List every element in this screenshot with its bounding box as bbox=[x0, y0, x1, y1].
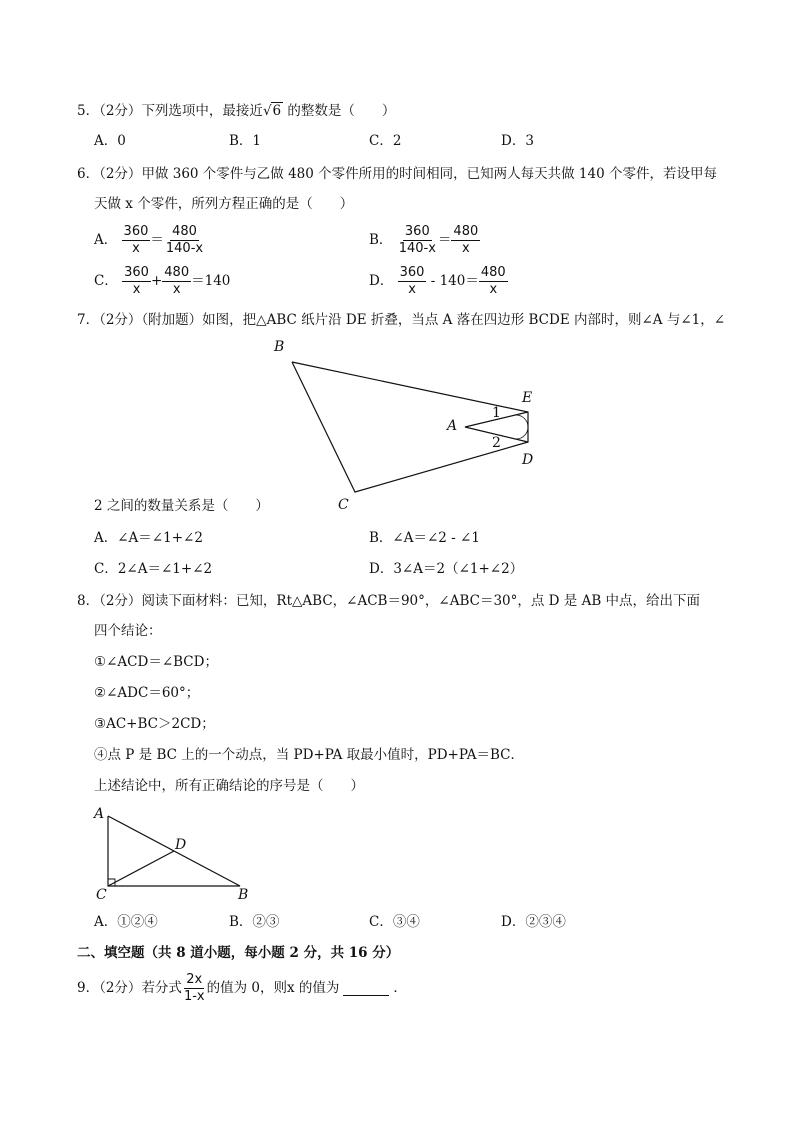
q5-text-end: 的整数是（ ） bbox=[283, 103, 396, 119]
q9-text: 若分式 bbox=[141, 980, 182, 996]
sqrt-sign: √ bbox=[262, 103, 272, 119]
fraction: $\frac{360}{x}$ bbox=[124, 265, 149, 297]
triangle-bcde-outline bbox=[292, 362, 528, 492]
question-9: 9．（2分）若分式 $\frac{2x}{1-x}$ 的值为 0，则x 的值为 ． bbox=[77, 972, 407, 1004]
label-c: C bbox=[96, 887, 107, 903]
q6-option-b: B． $\frac{360}{140-x}$ ＝ $\frac{480}{x}$ bbox=[369, 224, 479, 256]
q7-option-c: C．2∠A＝∠1+∠2 bbox=[94, 561, 213, 577]
fraction: $\frac{2x}{1-x}$ bbox=[183, 972, 205, 1004]
q5-option-a: A．0 bbox=[94, 133, 126, 149]
q5-option-c: C．2 bbox=[369, 133, 402, 149]
q7-points: （2分） bbox=[99, 312, 142, 328]
q8-text-line1: 阅读下面材料：已知，Rt△ABC，∠ACB＝90°，∠ABC＝30°，点 D 是 AB 中点，给出下面 bbox=[141, 593, 701, 609]
answer-blank[interactable] bbox=[343, 981, 389, 996]
q7-number: 7． bbox=[77, 312, 100, 328]
fraction: $\frac{360}{140-x}$ bbox=[398, 224, 436, 256]
fraction: $\frac{480}{140-x}$ bbox=[165, 224, 204, 256]
q9-text-end: 的值为 0，则x 的值为 bbox=[206, 980, 340, 996]
q8-option-a: A．①②④ bbox=[94, 914, 158, 930]
q5-radicand: 6 bbox=[272, 103, 282, 119]
question-6 bbox=[77, 164, 717, 184]
fraction: $\frac{360}{x}$ bbox=[399, 265, 425, 297]
q8-option-d: D．②③④ bbox=[501, 914, 566, 930]
q6-option-d: D． $\frac{360}{x}$ - 140＝ $\frac{480}{x}$ bbox=[369, 265, 506, 297]
q5-option-b: B．1 bbox=[229, 133, 262, 149]
q6-number: 6． bbox=[77, 166, 100, 182]
fraction: $\frac{480}{x}$ bbox=[480, 265, 506, 297]
q8-option-c: C．③④ bbox=[369, 914, 420, 930]
label-angle-2: 2 bbox=[492, 435, 501, 451]
q9-points: （2分） bbox=[99, 980, 142, 996]
q6-option-c: C． $\frac{360}{x}$ + $\frac{480}{x}$ ＝140 bbox=[94, 265, 231, 297]
q8-question: 上述结论中，所有正确结论的序号是（ ） bbox=[94, 778, 364, 794]
question-8 bbox=[77, 591, 700, 611]
angle-marks bbox=[516, 415, 528, 439]
q6-text-line1: 甲做 360 个零件与乙做 480 个零件所用的时间相同，已知两人每天共做 140 个零件，若设甲每 bbox=[141, 166, 717, 182]
q7-option-b: B．∠A＝∠2 - ∠1 bbox=[369, 530, 480, 546]
label-a: A bbox=[447, 418, 458, 434]
q5-number: 5． bbox=[77, 103, 100, 119]
q6-points: （2分） bbox=[99, 166, 142, 182]
q7-text-line1: （附加题）如图，把△ABC 纸片沿 DE 折叠，当点 A 落在四边形 BCDE 内部时，则∠A 与∠1，∠ bbox=[141, 312, 726, 328]
label-b: B bbox=[274, 339, 285, 355]
q8-figure-right-triangle bbox=[88, 800, 268, 905]
q7-figure-triangle-fold bbox=[260, 335, 560, 515]
q8-conclusion-2: ②∠ADC＝60°； bbox=[94, 685, 200, 701]
q8-conclusion-3: ③AC+BC＞2CD； bbox=[94, 716, 215, 732]
q8-conclusion-1: ①∠ACD＝∠BCD； bbox=[94, 654, 218, 670]
label-angle-1: 1 bbox=[492, 405, 501, 421]
label-a: A bbox=[94, 806, 105, 822]
q8-points: （2分） bbox=[99, 593, 142, 609]
fraction: $\frac{480}{x}$ bbox=[164, 265, 190, 297]
label-b: B bbox=[238, 887, 249, 903]
q5-text: 下列选项中，最接近 bbox=[141, 103, 263, 119]
q9-number: 9． bbox=[77, 980, 100, 996]
q6-option-a: A． $\frac{360}{x}$ ＝ $\frac{480}{140-x}$ bbox=[94, 224, 204, 256]
q5-option-d: D．3 bbox=[501, 133, 534, 149]
question-7 bbox=[77, 310, 725, 330]
question-5 bbox=[77, 101, 395, 121]
fraction: $\frac{480}{x}$ bbox=[453, 224, 479, 256]
section-2-heading: 二、填空题（共 8 道小题，每小题 2 分，共 16 分） bbox=[77, 945, 400, 961]
label-e: E bbox=[522, 390, 533, 406]
q6-text-line2: 天做 x 个零件，所列方程正确的是（ ） bbox=[94, 196, 354, 212]
q8-text-line2: 四个结论： bbox=[94, 623, 162, 639]
label-c: C bbox=[338, 497, 349, 513]
q7-option-a: A．∠A＝∠1+∠2 bbox=[94, 530, 203, 546]
q5-points: （2分） bbox=[99, 103, 142, 119]
segment-cd bbox=[108, 851, 174, 886]
label-d: D bbox=[522, 452, 534, 468]
q8-number: 8． bbox=[77, 593, 100, 609]
q7-text-line2: 2 之间的数量关系是（ ） bbox=[94, 498, 269, 514]
q7-option-d: D．3∠A＝2（∠1+∠2） bbox=[369, 561, 524, 577]
q8-conclusion-4: ④点 P 是 BC 上的一个动点，当 PD+PA 取最小值时，PD+PA＝BC． bbox=[94, 747, 524, 763]
fraction: $\frac{360}{x}$ bbox=[123, 224, 149, 256]
label-d: D bbox=[175, 837, 187, 853]
q8-option-b: B．②③ bbox=[229, 914, 280, 930]
